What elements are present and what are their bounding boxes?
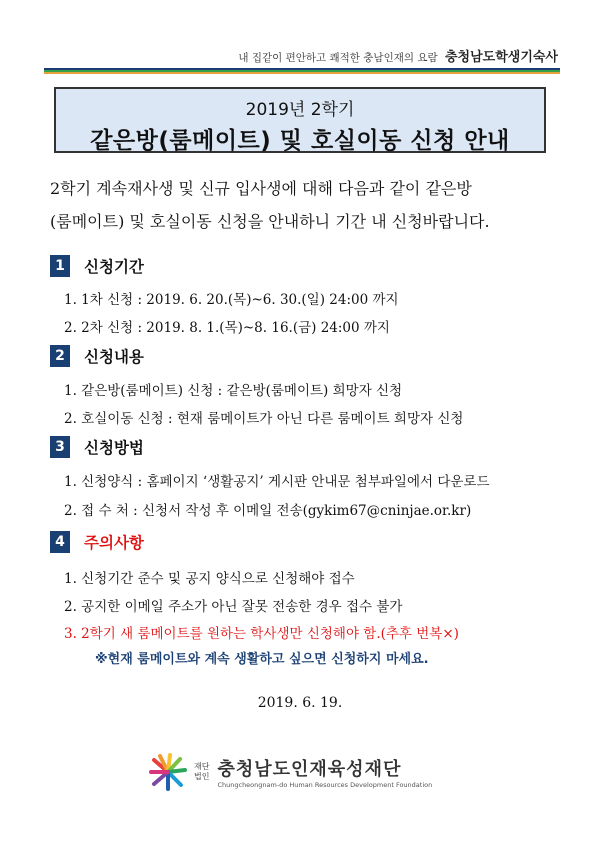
section-number: 4	[50, 531, 70, 553]
document-date: 2019. 6. 19.	[257, 695, 343, 711]
stripe-orange	[44, 72, 560, 74]
section-label: 신청방법	[84, 439, 144, 457]
section-heading-method	[50, 435, 144, 459]
section-heading-content	[50, 344, 144, 368]
tagline-text: 내 집같이 편안하고 쾌적한 충남인재의 요람	[238, 52, 438, 64]
section-label: 신청기간	[84, 258, 144, 276]
foundation-name-ko: 충청남도인재육성재단	[217, 759, 402, 780]
intro-line-2: (룸메이트) 및 호실이동 신청을 안내하니 기간 내 신청바랍니다.	[50, 212, 490, 231]
section-number: 1	[50, 255, 70, 277]
section-heading-notes	[50, 530, 144, 554]
notice-note: ※현재 룸메이트와 계속 생활하고 싶으면 신청하지 마세요.	[95, 652, 429, 667]
intro-line-1: 2학기 계속재사생 및 신규 입사생에 대해 다음과 같이 같은방	[50, 179, 472, 198]
title-box	[54, 87, 546, 153]
list-item: 1. 같은방(룸메이트) 신청 : 같은방(룸메이트) 희망자 신청	[64, 383, 403, 399]
list-item: 2. 호실이동 신청 : 현재 룸메이트가 아닌 다른 룸메이트 희망자 신청	[64, 411, 464, 427]
section-heading-period	[50, 254, 144, 278]
section-number: 3	[50, 436, 70, 458]
section-number: 2	[50, 345, 70, 367]
label-corporation: 법인	[194, 772, 210, 781]
list-item: 2. 공지한 이메일 주소가 아닌 잘못 전송한 경우 접수 불가	[64, 599, 403, 615]
dormitory-name: 충청남도학생기숙사	[444, 50, 558, 65]
intro-paragraph	[50, 172, 560, 238]
foundation-name-en: Chungcheongnam-do Human Resources Development Foundation	[217, 781, 433, 789]
label-foundation: 재단	[194, 762, 210, 771]
foundation-type-label	[194, 762, 209, 782]
list-item: 1. 신청기간 준수 및 공지 양식으로 신청해야 접수	[64, 571, 355, 587]
list-item-warning: 3. 2학기 새 룸메이트를 원하는 학사생만 신청해야 함.(추후 번복×)	[64, 626, 459, 642]
header-tagline	[238, 46, 558, 65]
list-item: 2. 2차 신청 : 2019. 8. 1.(목)~8. 16.(금) 24:00 까지	[64, 320, 390, 336]
section-label: 신청내용	[84, 348, 144, 366]
title-semester: 2019년 2학기	[245, 100, 355, 120]
footer	[148, 752, 432, 792]
list-item: 1. 1차 신청 : 2019. 6. 20.(목)~6. 30.(일) 24:00 까지	[64, 292, 399, 308]
foundation-logo-icon	[148, 752, 188, 792]
page-title: 같은방(룸메이트) 및 호실이동 신청 안내	[90, 128, 510, 154]
foundation-name	[217, 755, 432, 789]
list-item: 1. 신청양식 : 홈페이지 ‘생활공지’ 게시판 안내문 첨부파일에서 다운로드	[64, 474, 490, 490]
header-stripes	[44, 68, 560, 74]
list-item: 2. 접 수 처 : 신청서 작성 후 이메일 전송(gykim67@cninjae.or.kr)	[64, 503, 472, 519]
section-label: 주의사항	[84, 534, 144, 552]
